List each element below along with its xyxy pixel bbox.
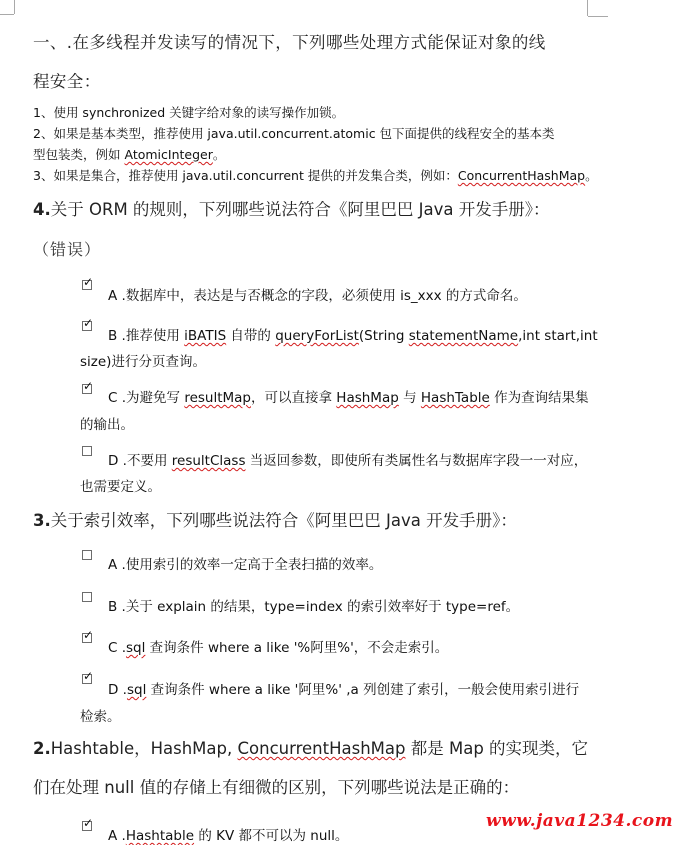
check-mark-icon: ✓ xyxy=(83,816,94,830)
q4-option-d-line1: D .不要用 resultClass 当返回参数，即使所有类属性名与数据库字段一一对应， xyxy=(108,453,588,469)
q4-option-c-checkbox[interactable] xyxy=(82,379,94,394)
q3-option-c-checkbox[interactable] xyxy=(82,628,94,643)
q3-option-c: C .sql 查询条件 where a like '%阿里%'，不会走索引。 xyxy=(108,640,449,656)
check-mark-icon: ✓ xyxy=(83,628,94,642)
crop-mark-top-right-horizontal xyxy=(588,16,608,17)
q4-option-a-checkbox[interactable] xyxy=(82,275,94,290)
q4-option-d-line2: 也需要定义。 xyxy=(80,479,161,495)
q2-title-line2: 们在处理 null 值的存储上有细微的区别，下列哪些说法是正确的： xyxy=(33,778,520,797)
crop-mark-top-left-horizontal xyxy=(0,14,14,15)
spellcheck-word: AtomicInteger xyxy=(124,147,213,162)
q1-answer-3: 3、如果是集合，推荐使用 java.util.concurrent 提供的并发集合类，例如：ConcurrentHashMap。 xyxy=(33,168,598,183)
q4-option-c-line2: 的输出。 xyxy=(80,417,134,433)
q4-title: 4.关于 ORM 的规则，下列哪些说法符合《阿里巴巴 Java 开发手册》： xyxy=(33,200,550,219)
q1-title-line2: 程安全： xyxy=(33,72,101,91)
q4-note: （错误） xyxy=(33,240,102,259)
crop-mark-top-left xyxy=(14,0,15,14)
q3-option-b: B .关于 explain 的结果，type=index 的索引效率好于 type=ref。 xyxy=(108,599,520,615)
q3-option-d-checkbox[interactable] xyxy=(82,669,94,684)
q4-option-d-checkbox[interactable] xyxy=(82,446,92,456)
q3-title: 3.关于索引效率，下列哪些说法符合《阿里巴巴 Java 开发手册》： xyxy=(33,511,517,530)
q3-option-d-line1: D .sql 查询条件 where a like '阿里%' ,a 列创建了索引，一般会使用索引进行 xyxy=(108,682,580,698)
q4-option-b-line1: B .推荐使用 iBATIS 自带的 queryForList(String statementName,int start,int xyxy=(108,328,598,344)
q4-option-b-line2: size)进行分页查询。 xyxy=(80,354,206,370)
check-mark-icon: ✓ xyxy=(83,669,94,683)
crop-mark-top-right xyxy=(587,0,588,16)
q2-option-a-checkbox[interactable] xyxy=(82,816,94,831)
site-watermark: www.java1234.com xyxy=(486,811,674,831)
q4-option-b-checkbox[interactable] xyxy=(82,316,94,331)
q2-title-line1: 2.Hashtable，HashMap, ConcurrentHashMap 都是 Map 的实现类，它 xyxy=(33,739,589,758)
q4-option-c-line1: C .为避免写 resultMap，可以直接拿 HashMap 与 HashTable 作为查询结果集 xyxy=(108,390,589,406)
q3-option-a-checkbox[interactable] xyxy=(82,550,92,560)
spellcheck-word: ConcurrentHashMap xyxy=(457,168,586,183)
q1-answer-2-line2: 型包装类，例如 AtomicInteger。 xyxy=(33,147,226,162)
q4-option-a: A .数据库中，表达是与否概念的字段，必须使用 is_xxx 的方式命名。 xyxy=(108,288,527,304)
q1-answer-2-line1: 2、如果是基本类型，推荐使用 java.util.concurrent.atomic 包下面提供的线程安全的基本类 xyxy=(33,126,555,141)
q3-option-a: A .使用索引的效率一定高于全表扫描的效率。 xyxy=(108,557,383,573)
q1-title-line1: 一、.在多线程并发读写的情况下，下列哪些处理方式能保证对象的线 xyxy=(33,33,546,52)
q1-answer-1: 1、使用 synchronized 关键字给对象的读写操作加锁。 xyxy=(33,105,345,120)
q3-option-b-checkbox[interactable] xyxy=(82,592,92,602)
check-mark-icon: ✓ xyxy=(83,316,94,330)
q3-option-d-line2: 检索。 xyxy=(80,709,121,725)
check-mark-icon: ✓ xyxy=(83,275,94,289)
check-mark-icon: ✓ xyxy=(83,379,94,393)
q2-option-a: A .Hashtable 的 KV 都不可以为 null。 xyxy=(108,828,349,844)
